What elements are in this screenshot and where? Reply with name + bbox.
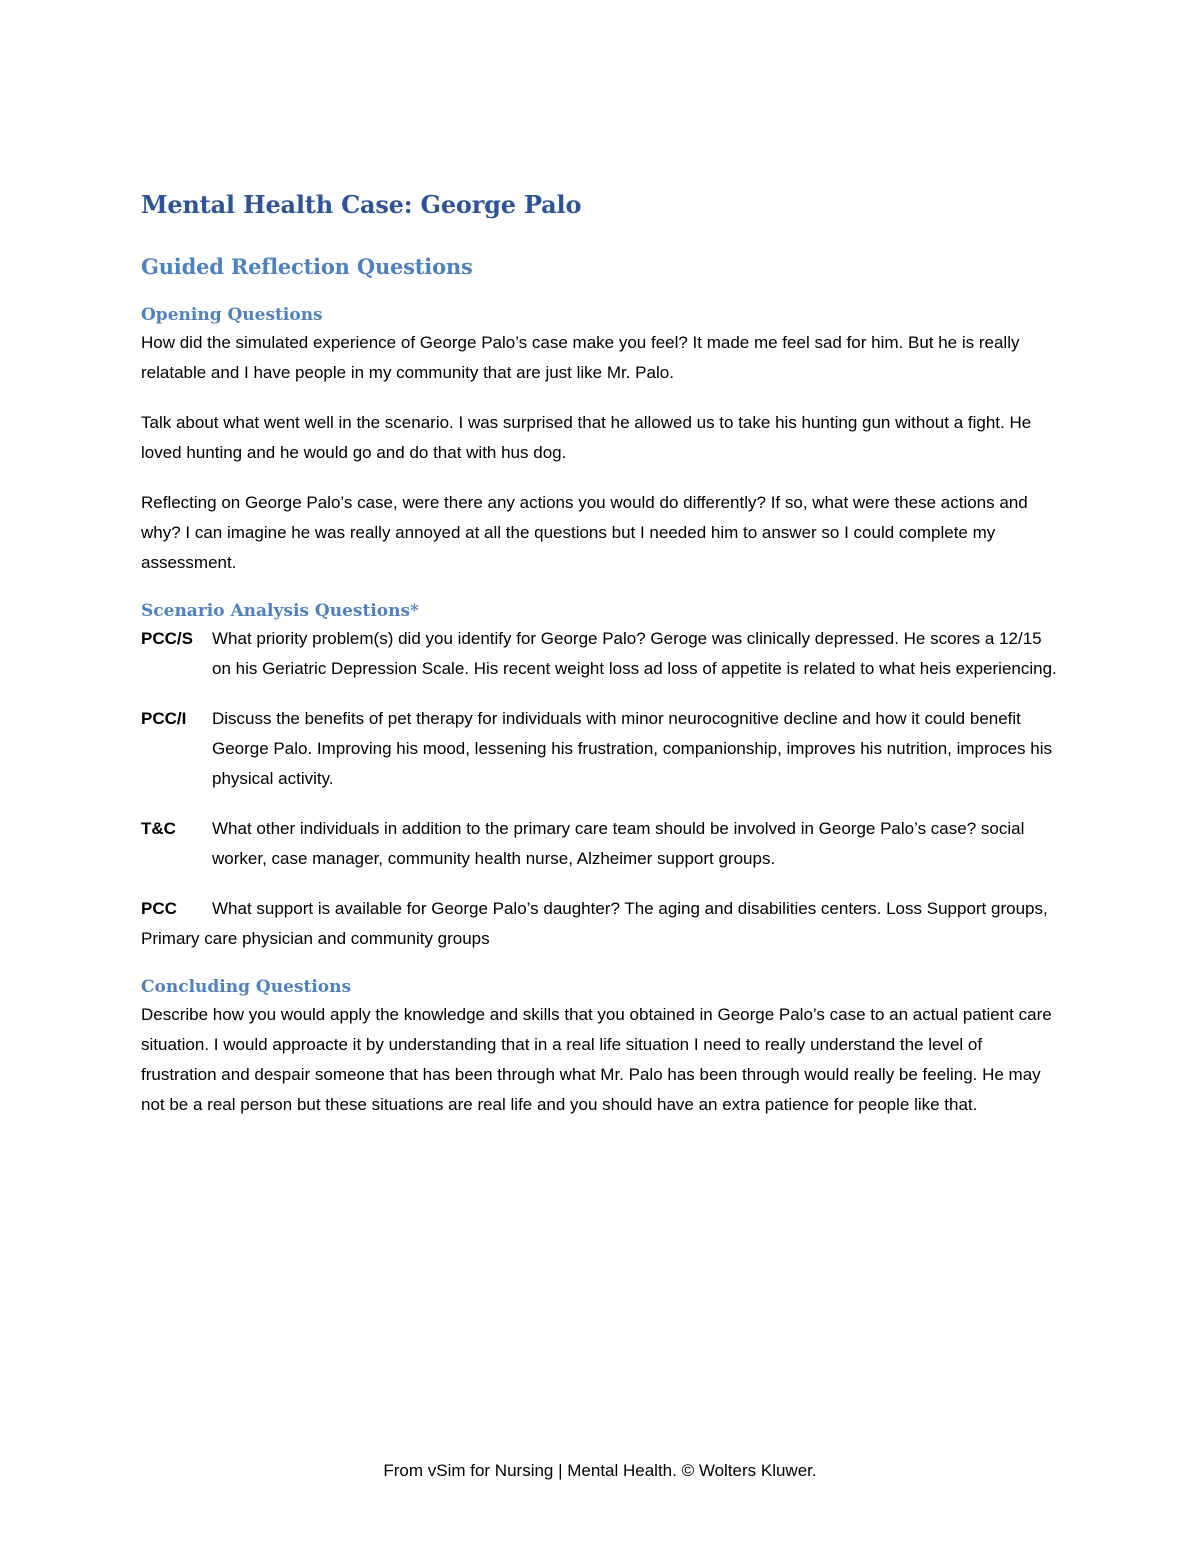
opening-question-3: Reflecting on George Palo’s case, were there any actions you would do differently? If so, what were these actions and why? I can imagine he was really annoyed at all the questions but I needed him to answer so I could complete my assessment.	[141, 493, 1028, 572]
opening-question-1: How did the simulated experience of George Palo’s case make you feel? It made me feel sad for him. But he is really relatable and I have people in my community that are just like Mr. Palo.	[141, 333, 1020, 382]
question-text: Discuss the benefits of pet therapy for individuals with minor neurocognitive decline and how it could benefit George Palo. Improving his mood, lessening his frustration, companionship, improves his nutrition, improces his physical activity.	[212, 709, 1053, 788]
scenario-question-pcc	[141, 894, 1061, 954]
question-text: What priority problem(s) did you identify for George Palo? Geroge was clinically depressed. He scores a 12/15 on his Geriatric Depression Scale. His recent weight loss ad loss of appetite is related to what heis experiencing.	[212, 629, 1057, 678]
document-body	[141, 188, 1061, 1140]
document-subtitle: Guided Reflection Questions	[141, 254, 473, 279]
document-title: Mental Health Case: George Palo	[141, 190, 582, 219]
concluding-questions-section	[141, 974, 1061, 1120]
question-code: PCC/S	[141, 629, 193, 648]
scenario-analysis-heading: Scenario Analysis Questions*	[141, 601, 419, 621]
question-text: What support is available for George Palo’s daughter? The aging and disabilities centers. Loss Support groups, Primary care physician and community groups	[141, 899, 1048, 948]
opening-questions-section	[141, 302, 1061, 578]
scenario-question-pcc-i	[141, 704, 1061, 794]
question-code: PCC	[141, 899, 177, 918]
opening-question-2: Talk about what went well in the scenario. I was surprised that he allowed us to take his hunting gun without a fight. He loved hunting and he would go and do that with hus dog.	[141, 413, 1032, 462]
page-footer: From vSim for Nursing | Mental Health. © Wolters Kluwer.	[383, 1461, 817, 1480]
scenario-analysis-section	[141, 598, 1061, 954]
question-code: PCC/I	[141, 709, 187, 728]
concluding-questions-heading: Concluding Questions	[141, 977, 352, 997]
concluding-question: Describe how you would apply the knowledge and skills that you obtained in George Palo’s case to an actual patient care situation. I would approacte it by understanding that in a real life situation I need to really understand the level of frustration and despair someone that has been through what Mr. Palo has been through would really be feeling. He may not be a real person but these situations are real life and you should have an extra patience for people like that.	[141, 1005, 1052, 1114]
question-text: What other individuals in addition to the primary care team should be involved in George Palo’s case? social worker, case manager, community health nurse, Alzheimer support groups.	[212, 819, 1025, 868]
question-code: T&C	[141, 819, 176, 838]
opening-questions-heading: Opening Questions	[141, 305, 323, 325]
scenario-question-pcc-s	[141, 624, 1061, 684]
scenario-question-t-and-c	[141, 814, 1061, 874]
